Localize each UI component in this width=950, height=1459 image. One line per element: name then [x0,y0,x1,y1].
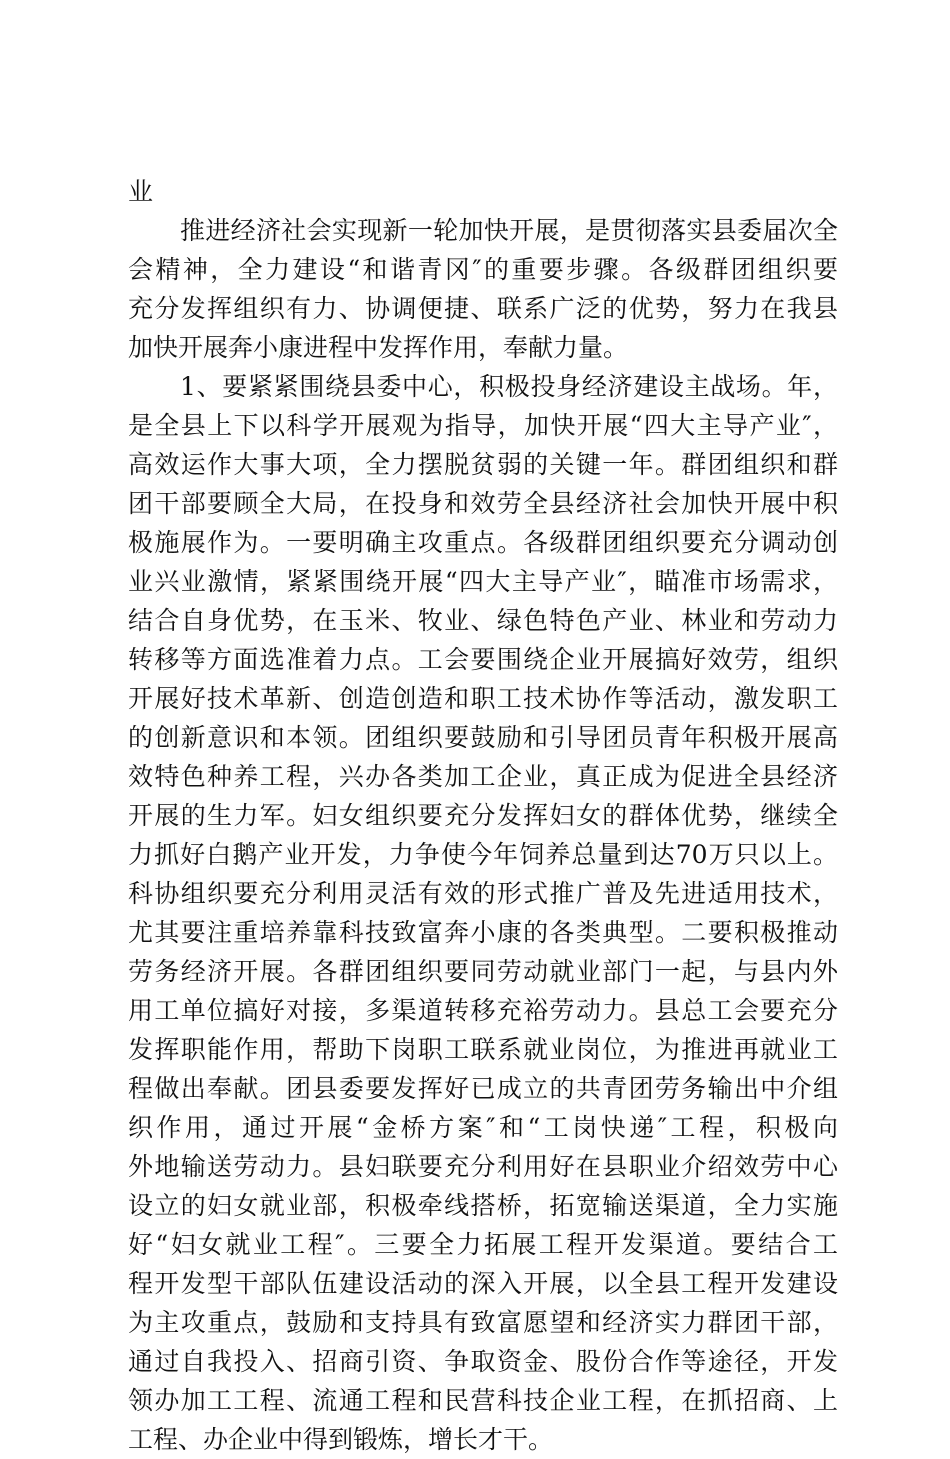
text-line-30: 为主攻重点，鼓励和支持具有致富愿望和经济实力群团干部， [128,1308,838,1337]
text-line-6: 1、要紧紧围绕县委中心，积极投身经济建设主战场。年， [180,372,838,401]
text-line-14: 开展好技术革新、创造创造和职工技术协作等活动，激发职工 [128,684,838,713]
text-line-4: 充分发挥组织有力、协调便捷、联系广泛的优势，努力在我县 [128,294,838,323]
text-line-8: 高效运作大事大项，全力摆脱贫弱的关键一年。群团组织和群 [128,450,838,479]
text-line-20: 尤其要注重培养靠科技致富奔小康的各类典型。二要积极推动 [128,918,838,947]
text-line-15: 的创新意识和本领。团组织要鼓励和引导团员青年积极开展高 [128,723,838,752]
text-line-12: 结合自身优势，在玉米、牧业、绿色特色产业、林业和劳动力 [128,606,838,635]
text-line-1: 业 [128,177,154,206]
text-line-26: 外地输送劳动力。县妇联要充分利用好在县职业介绍效劳中心 [128,1152,838,1181]
text-line-25: 织作用，通过开展“金桥方案″和“工岗快递″工程，积极向 [128,1113,838,1142]
text-line-2: 推进经济社会实现新一轮加快开展，是贯彻落实县委届次全 [180,216,838,245]
text-line-29: 程开发型干部队伍建设活动的深入开展，以全县工程开发建设 [128,1269,838,1298]
text-line-9: 团干部要顾全大局，在投身和效劳全县经济社会加快开展中积 [128,489,838,518]
text-line-13: 转移等方面选准着力点。工会要围绕企业开展搞好效劳，组织 [128,645,838,674]
text-line-10: 极施展作为。一要明确主攻重点。各级群团组织要充分调动创 [128,528,838,557]
text-line-32: 领办加工工程、流通工程和民营科技企业工程，在抓招商、上 [128,1386,838,1415]
text-line-24: 程做出奉献。团县委要发挥好已成立的共青团劳务输出中介组 [128,1074,838,1103]
text-line-3: 会精神，全力建设“和谐青冈″的重要步骤。各级群团组织要 [128,255,838,284]
text-line-18: 力抓好白鹅产业开发，力争使今年饲养总量到达70万只以上。 [128,840,838,869]
text-line-16: 效特色种养工程，兴办各类加工企业，真正成为促进全县经济 [128,762,838,791]
text-line-19: 科协组织要充分利用灵活有效的形式推广普及先进适用技术， [128,879,838,908]
text-line-21: 劳务经济开展。各群团组织要同劳动就业部门一起，与县内外 [128,957,838,986]
text-line-27: 设立的妇女就业部，积极牵线搭桥，拓宽输送渠道，全力实施 [128,1191,838,1220]
text-line-5: 加快开展奔小康进程中发挥作用，奉献力量。 [128,333,629,362]
text-line-7: 是全县上下以科学开展观为指导，加快开展“四大主导产业″， [128,411,838,440]
text-line-23: 发挥职能作用，帮助下岗职工联系就业岗位，为推进再就业工 [128,1035,838,1064]
text-line-33: 工程、办企业中得到锻炼，增长才干。 [128,1425,554,1454]
text-line-28: 好“妇女就业工程″。三要全力拓展工程开发渠道。要结合工 [128,1230,838,1259]
text-line-17: 开展的生力军。妇女组织要充分发挥妇女的群体优势，继续全 [128,801,838,830]
text-line-11: 业兴业激情，紧紧围绕开展“四大主导产业″，瞄准市场需求， [128,567,838,596]
body-text [128,172,838,1459]
text-line-22: 用工单位搞好对接，多渠道转移充裕劳动力。县总工会要充分 [128,996,838,1025]
text-line-31: 通过自我投入、招商引资、争取资金、股份合作等途径，开发 [128,1347,838,1376]
